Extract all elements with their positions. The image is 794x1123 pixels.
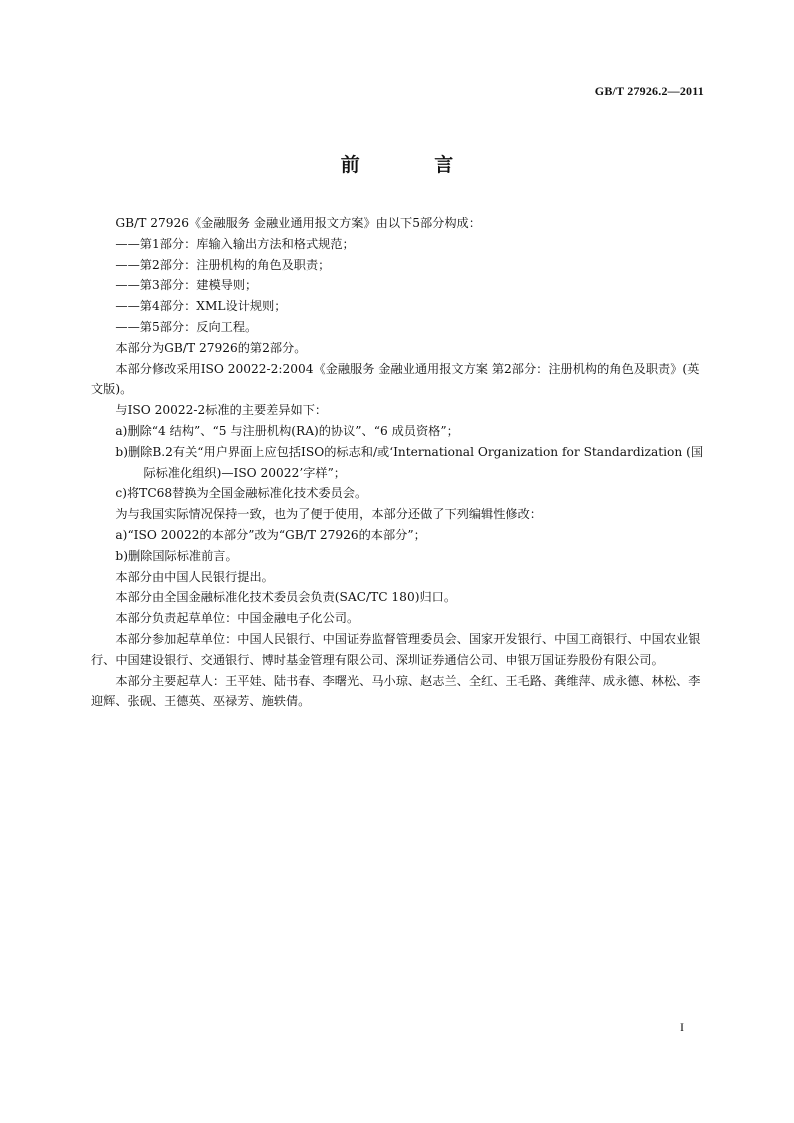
list-label: a) [115,423,128,438]
differences-intro: 与ISO 20022-2标准的主要差异如下： [115,403,328,418]
intro-paragraph: GB/T 27926《金融服务 金融业通用报文方案》由以下5部分构成： [115,216,481,230]
list-text: 将TC68替换为全国金融标准化技术委员会。 [127,486,368,501]
editorial-item-b [91,546,706,567]
part-item-2: ——第2部分：注册机构的角色及职责； [115,257,331,272]
part-item-3: ——第3部分：建模导则； [115,278,258,293]
part-statement: 本部分为GB/T 27926的第2部分。 [115,340,307,355]
adoption-statement: 本部分修改采用ISO 20022-2:2004《金融服务 金融业通用报文方案 第2部分：注册机构的角色及职责》(英文版)。 [91,361,700,397]
drafting-org-statement: 本部分负责起草单位：中国金融电子化公司。 [115,611,360,626]
centralized-statement: 本部分由全国金融标准化技术委员会负责(SAC/TC 180)归口。 [115,590,457,605]
editorial-intro: 为与我国实际情况保持一致，也为了便于使用，本部分还做了下列编辑性修改： [115,507,542,522]
list-text: 删除B.2有关“用户界面上应包括ISO的标志和/或‘International Organization for Standardization (国际标准化组织)—ISO 20022’字样”； [127,444,704,480]
list-text: 删除“4 结构”、“5 与注册机构(RA)的协议”、“6 成员资格”； [127,423,459,438]
drafters-statement: 本部分主要起草人：王平娃、陆书春、李曙光、马小琼、赵志兰、全红、王毛路、龚维萍、成永德、林松、李迎辉、张砚、王德英、巫禄芳、施轶倩。 [91,673,701,709]
difference-item-a [91,421,706,442]
list-label: b) [115,548,128,563]
list-text: 删除国际标准前言。 [127,548,238,563]
part-item-4: ——第4部分：XML设计规则； [115,299,287,314]
participating-orgs-statement: 本部分参加起草单位：中国人民银行、中国证券监督管理委员会、国家开发银行、中国工商银行、中国农业银行、中国建设银行、交通银行、博时基金管理有限公司、深圳证券通信公司、申银万国证券股份有限公司。 [91,631,701,667]
standard-number-header: GB/T 27926.2—2011 [594,84,704,98]
foreword-body [91,213,706,712]
page-number: I [680,1020,684,1034]
editorial-item-a [91,525,706,546]
proposer-statement: 本部分由中国人民银行提出。 [115,569,274,584]
difference-item-b [91,442,706,484]
list-label: c) [115,486,127,501]
difference-item-c [91,483,706,504]
list-label: b) [115,444,128,459]
part-item-1: ——第1部分：库输入输出方法和格式规范； [115,236,355,251]
page-title: 前 言 [340,154,488,176]
part-item-5: ——第5部分：反向工程。 [115,319,258,334]
list-text: “ISO 20022的本部分”改为“GB/T 27926的本部分”； [127,527,426,542]
list-label: a) [115,527,128,542]
